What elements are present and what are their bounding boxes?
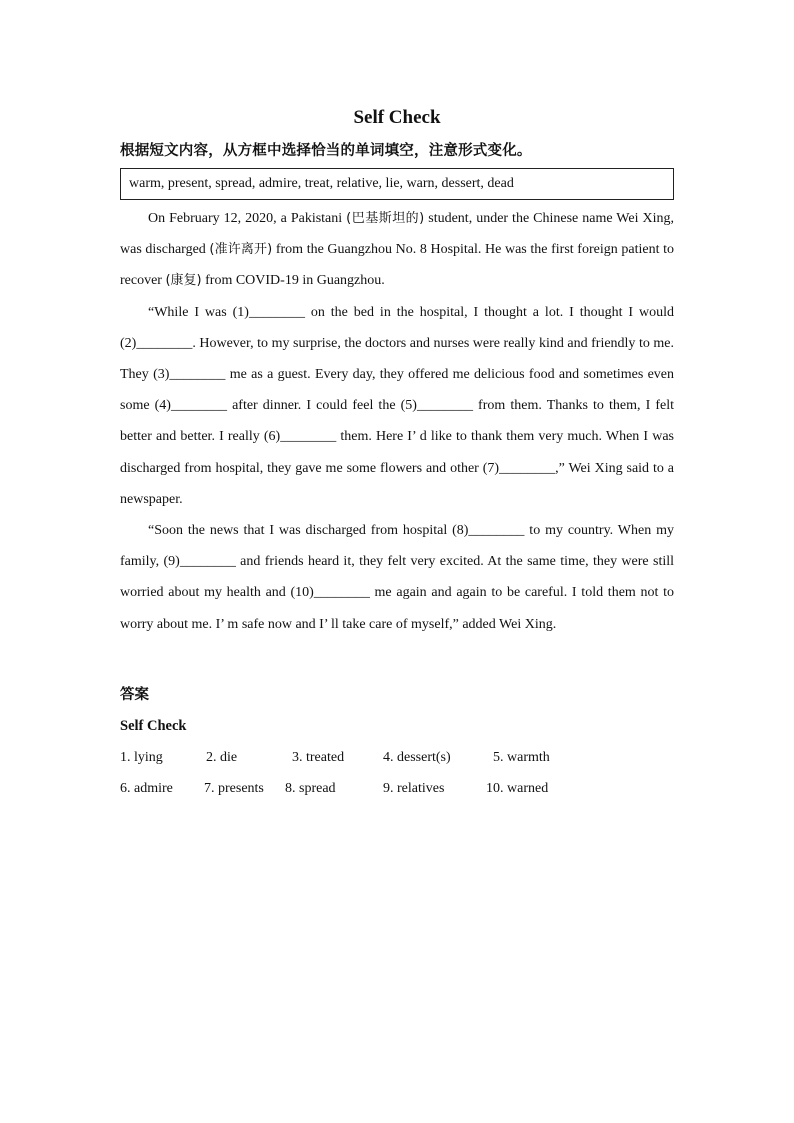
passage-paragraph-3: “Soon the news that I was discharged from hospital (8)________ to my country. When my family, (9)________ and friends heard it, they felt very excited. At the same time, they were still worried about my health and (10)________ me again and again to be careful. I told them not to worry about me. I’ m safe now and I’ ll take care of myself,” added Wei Xing. <box>120 523 674 632</box>
paragraph-text: On February 12, 2020, a Pakistani <box>148 211 347 226</box>
answer-item: 2. die <box>206 749 238 765</box>
page-title: Self Check <box>353 107 441 128</box>
answer-item: 6. admire <box>120 780 173 796</box>
paragraph-text: from COVID-19 in Guangzhou. <box>201 273 385 289</box>
paragraph-text: from the Guangzhou No. 8 Hospital. He was the first foreign patient to recover <box>120 242 674 289</box>
instruction-text: 根据短文内容，从方框中选择恰当的单词填空，注意形式变化。 <box>120 143 532 159</box>
passage <box>120 203 674 640</box>
answer-row-1 <box>120 742 674 773</box>
answer-item: 10. warned <box>486 780 549 796</box>
answers-subheading: Self Check <box>120 717 187 734</box>
answer-item: 9. relatives <box>383 780 445 796</box>
passage-paragraph-2: “While I was (1)________ on the bed in the hospital, I thought a lot. I thought I would (2)________. However, to my surprise, the doctors and nurses were really kind and friendly to me. They (3)________ me as a guest. Every day, they offered me delicious food and sometimes even some (4)________ after dinner. I could feel the (5)________ from them. Thanks to them, I felt better and better. I really (6)________ them. Here I’ d like to thank them very much. When I was discharged from hospital, they gave me some flowers and other (7)________,” Wei Xing said to a newspaper. <box>120 304 674 507</box>
passage-paragraph-1 <box>120 203 674 297</box>
answer-row-2 <box>120 773 674 804</box>
answer-item: 1. lying <box>120 749 163 765</box>
document-page <box>120 100 674 804</box>
answer-item: 7. presents <box>204 780 264 796</box>
paragraph-text: student, under the Chinese name Wei Xing, was discharged <box>120 211 674 258</box>
chinese-gloss: (巴基斯坦的) <box>346 211 425 226</box>
answers-heading: 答案 <box>120 686 149 703</box>
answer-item: 8. spread <box>285 780 336 796</box>
answer-item: 3. treated <box>292 749 345 765</box>
answer-item: 4. dessert(s) <box>383 749 451 765</box>
chinese-gloss: (康复) <box>165 273 202 289</box>
word-box: warm, present, spread, admire, treat, relative, lie, warn, dessert, dead <box>120 168 674 200</box>
answer-item: 5. warmth <box>493 749 550 765</box>
chinese-gloss: (准许离开) <box>209 242 273 258</box>
